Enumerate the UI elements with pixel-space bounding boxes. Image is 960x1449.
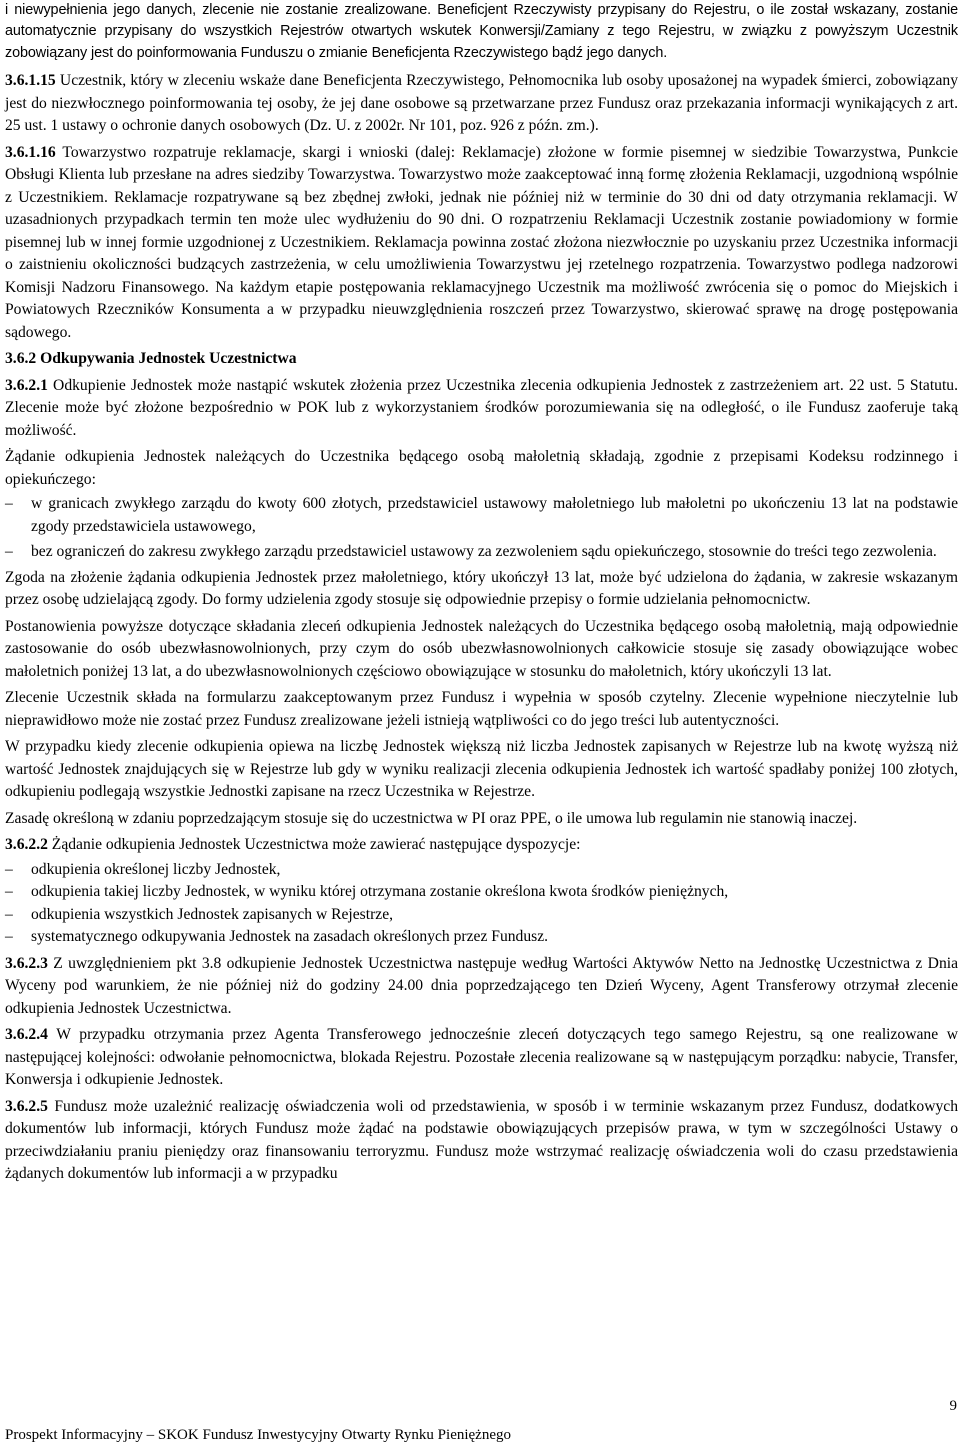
paragraph-minors-intro: Żądanie odkupienia Jednostek należących do Uczestnika będącego osobą małoletnią składają, zgodnie z przepisami Kodeksu rodzinnego i opiekuńczego: (5, 448, 958, 488)
section-3-6-2-3 (5, 953, 958, 1021)
list-item (5, 881, 958, 904)
page-number: 9 (949, 1398, 957, 1414)
dash-bullet: – (5, 883, 13, 901)
section-number: 3.6.2.3 (5, 954, 48, 972)
paragraph-beneficial-owner: i niewypełnienia jego danych, zlecenie nie zostanie zrealizowane. Beneficjent Rzeczywisty przypisany do Rejestru, o ile został wskazany, zostanie automatycznie przypisany do wszystkich Rejestrów otwartych wskutek Konwersji/Zamiany z tego Rejestru, w związku z powyższym Uczestnik zobowiązany jest do poinformowania Funduszu o zmianie Beneficjenta Rzeczywistego bądź jego danych. (5, 2, 958, 61)
list-item (5, 541, 958, 564)
list-item (5, 859, 958, 882)
section-number: 3.6.2.5 (5, 1097, 48, 1115)
section-text: W przypadku otrzymania przez Agenta Transferowego jednocześnie zleceń dotyczących tego samego Rejestru, są one realizowane w następującej kolejności: odwołanie pełnomocnictwa, blokada Rejestru. Pozostałe zlecenia realizowane są w następującym porządku: nabycie, Transfer, Konwersja i odkupienie Jednostek. (5, 1026, 958, 1089)
section-number: 3.6.2.2 (5, 836, 48, 854)
paragraph-form: Zlecenie Uczestnik składa na formularzu zaakceptowanym przez Fundusz i wypełnia w sposób czytelny. Zlecenie wypełnione nieczytelnie lub nieprawidłowo może nie zostać przez Fundusz zrealizowane jeżeli istnieją wątpliwości co do jego treści lub autentyczności. (5, 689, 958, 729)
section-text: Uczestnik, który w zleceniu wskaże dane Beneficjenta Rzeczywistego, Pełnomocnika lub osoby uposażonej na wypadek śmierci, zobowiązany jest do niezwłocznego poinformowania tej osoby, że jej dane osobowe są przetwarzane przez Fundusz oraz przekazania informacji wynikających z art. 25 ust. 1 ustawy o ochronie danych osobowych (Dz. U. z 2002r. Nr 101, poz. 926 z późn. zm.). (5, 72, 958, 135)
paragraph-pi-ppe: Zasadę określoną w zdaniu poprzedzającym stosuje się do uczestnictwa w PI oraz PPE, o ile umowa lub regulamin nie stanowią inaczej. (5, 809, 858, 827)
section-text: Z uwzględnieniem pkt 3.8 odkupienie Jednostek Uczestnictwa następuje według Wartości Aktywów Netto na Jednostkę Uczestnictwa z Dnia Wyceny pod warunkiem, że nie później niż do godziny 24.00 dnia poprzedzającego ten Dzień Wyceny, Agent Transferowy otrzymał zlecenie odkupienia Jednostek Uczestnictwa. (5, 954, 958, 1017)
section-3-6-2-5 (5, 1096, 958, 1186)
list-item-text: w granicach zwykłego zarządu do kwoty 600 złotych, przedstawiciel ustawowy małoletniego lub małoletni po ukończeniu 13 lat na podstawie zgody przedstawiciela ustawowego, (31, 495, 958, 535)
dash-bullet: – (5, 543, 13, 561)
heading-text: 3.6.2 Odkupywania Jednostek Uczestnictwa (5, 350, 297, 368)
section-text: Żądanie odkupienia Jednostek Uczestnictwa może zawierać następujące dyspozycje: (47, 836, 581, 854)
list-item (5, 493, 958, 538)
section-number: 3.6.2.4 (5, 1026, 48, 1044)
section-number: 3.6.1.16 (5, 143, 56, 161)
list-item-text: systematycznego odkupywania Jednostek na zasadach określonych przez Fundusz. (31, 928, 549, 946)
dispositions-list (5, 859, 958, 949)
footer-text: Prospekt Informacyjny – SKOK Fundusz Inwestycyjny Otwarty Rynku Pieniężnego (5, 1427, 511, 1443)
dash-bullet: – (5, 905, 13, 923)
section-number: 3.6.2.1 (5, 376, 48, 394)
section-3-6-1-15 (5, 70, 958, 138)
document-page (5, 0, 958, 1186)
list-item (5, 926, 958, 949)
list-item (5, 904, 958, 927)
section-number: 3.6.1.15 (5, 72, 56, 90)
list-item-text: odkupienia takiej liczby Jednostek, w wyniku której otrzymana zostanie określona kwota środków pieniężnych, (31, 883, 729, 901)
dash-bullet: – (5, 495, 13, 513)
dash-bullet: – (5, 860, 13, 878)
paragraph-exceed: W przypadku kiedy zlecenie odkupienia opiewa na liczbę Jednostek większą niż liczba Jednostek zapisanych w Rejestrze lub na kwotę wyższą niż wartość Jednostek znajdujących się w Rejestrze lub gdy w wyniku realizacji zlecenia odkupienia Jednostek ich wartość spadłaby poniżej 100 złotych, odkupieniu podlegają wszystkie Jednostki zapisane na rzecz Uczestnika w Rejestrze. (5, 738, 958, 801)
list-item-text: odkupienia wszystkich Jednostek zapisanych w Rejestrze, (31, 905, 394, 923)
list-item-text: odkupienia określonej liczby Jednostek, (31, 860, 281, 878)
section-text: Odkupienie Jednostek może nastąpić wskutek złożenia przez Uczestnika zlecenia odkupienia Jednostek z zastrzeżeniem art. 22 ust. 5 Statutu. Zlecenie może być złożone bezpośrednio w POK lub z wykorzystaniem środków porozumiewania się na odległość, o ile Fundusz zaoferuje taką możliwość. (5, 376, 958, 439)
section-3-6-1-16 (5, 142, 958, 345)
section-3-6-2-1 (5, 375, 958, 443)
minors-list (5, 493, 958, 564)
paragraph-consent: Zgoda na złożenie żądania odkupienia Jednostek przez małoletniego, który ukończył 13 lat, może być udzielona do żądania, w zakresie wskazanym przez osobę udzielającą zgody. Do formy udzielenia zgody stosuje się odpowiednie przepisy o formie udzielania pełnomocnictw. (5, 568, 958, 609)
paragraph-incapacitated: Postanowienia powyższe dotyczące składania zleceń odkupienia Jednostek należących do Uczestnika będącego osobą małoletnią, mają odpowiednie zastosowanie do osób ubezwłasnowolnionych, przy czym do osób ubezwłasnowolnionych całkowicie stosuje się zasady obowiązujące wobec małoletnich poniżej 13 lat, a do ubezwłasnowolnionych częściowo obowiązujące w stosunku do małoletnich, który ukończyli 13 lat. (5, 617, 958, 680)
section-text: Fundusz może uzależnić realizację oświadczenia woli od przedstawienia, w sposób i w terminie wskazanym przez Fundusz, dodatkowych dokumentów lub informacji, których Fundusz może żądać na podstawie obowiązujących przepisów prawa, w tym w szczególności Ustawy o przeciwdziałaniu praniu pieniędzy oraz finansowaniu terroryzmu. Fundusz może wstrzymać realizację oświadczenia woli do czasu przedstawienia żądanych dokumentów lub informacji a w przypadku (5, 1097, 958, 1183)
heading-3-6-2 (5, 348, 958, 371)
section-3-6-2-2 (5, 834, 958, 857)
list-item-text: bez ograniczeń do zakresu zwykłego zarządu przedstawiciel ustawowy za zezwoleniem sądu opiekuńczego, stosownie do treści tego zezwolenia. (31, 543, 937, 561)
section-text: Towarzystwo rozpatruje reklamacje, skargi i wnioski (dalej: Reklamacje) złożone w formie pisemnej w siedzibie Towarzystwa, Punkcie Obsługi Klienta lub przesłane na adres siedziby Towarzystwa. Towarzystwo może zaakceptować inną formę złożenia Reklamacji, uzgodnioną wspólnie z Uczestnikiem. Reklamacje rozpatrywane są bez zbędnej zwłoki, jednak nie później niż w terminie do 30 dni od daty otrzymania reklamacji. W uzasadnionych przypadkach termin ten może ulec wydłużeniu do 90 dni. O rozpatrzeniu Reklamacji Uczestnik zostanie powiadomiony w formie pisemnej lub w innej formie uzgodnionej z Uczestnikiem. Reklamacja powinna zostać złożona niezwłocznie po uzyskaniu przez Uczestnika informacji o zaistnieniu okoliczności budzących zastrzeżenia, w celu umożliwienia Towarzystwu jej rzetelnego rozpatrzenia. Towarzystwo podlega nadzorowi Komisji Nadzoru Finansowego. Na każdym etapie postępowania reklamacyjnego Uczestnik ma możliwość zwrócenia się o pomoc do Miejskich i Powiatowych Rzeczników Konsumenta a w przypadku nieuwzględnienia roszczeń przez Towarzystwo, skierować sprawę na drogę postępowania sądowego. (5, 143, 958, 341)
dash-bullet: – (5, 928, 13, 946)
section-3-6-2-4 (5, 1024, 958, 1092)
